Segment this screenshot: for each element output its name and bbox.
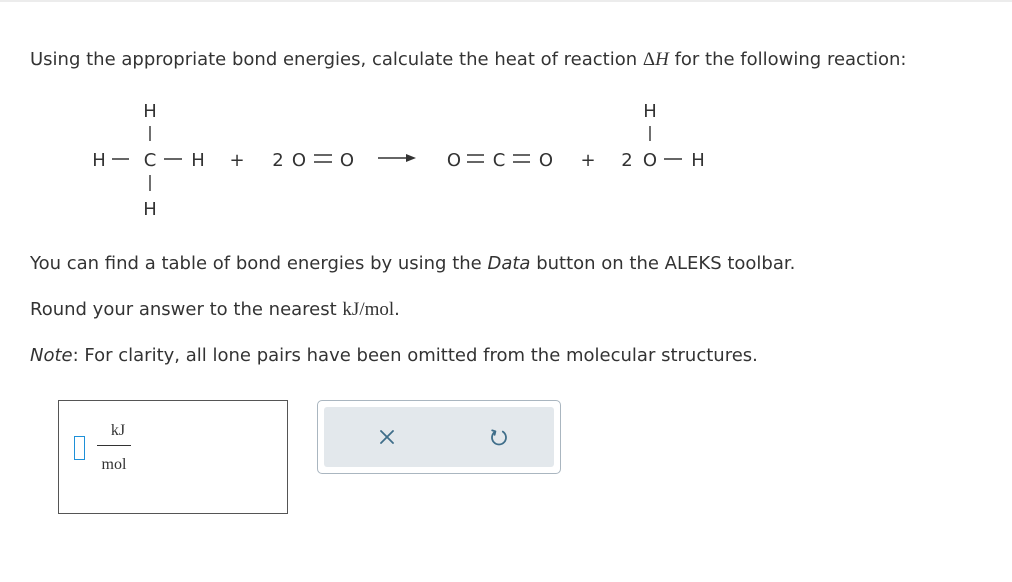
hint-text: You can find a table of bond energies by using the [30,253,488,274]
answer-box [58,400,288,514]
toolbar-panel [324,407,554,467]
prompt-before: Using the appropriate bond energies, calculate the heat of reaction [30,49,643,70]
answer-toolbar [317,400,561,474]
water-oxygen: O [642,150,658,171]
unit-numerator: kJ [110,422,126,439]
question-prompt [30,49,907,71]
round-text: . [394,299,400,320]
rounding-instruction [30,299,400,321]
methane-right-h: H [191,150,205,171]
oxygen-structure [272,150,354,171]
reaction-equation [0,90,760,230]
water-coefficient: 2 [621,150,633,171]
co2-oxygen-left: O [446,150,462,171]
prompt-after: for the following reaction: [668,49,907,70]
note-label: Note [30,345,73,366]
water-top-h: H [643,101,657,122]
co2-structure [447,150,553,171]
plus-sign: + [580,150,596,171]
h-symbol: H [655,49,669,70]
methane-structure [92,101,205,220]
note-text: : For clarity, all lone pairs have been omitted from the molecular structures. [72,345,758,366]
round-text: Round your answer to the nearest [30,299,343,320]
oxygen-coefficient: 2 [272,150,284,171]
plus-sign: + [229,150,245,171]
data-button-reference: Data [487,253,531,274]
methane-bottom-h: H [143,199,157,220]
undo-icon [489,427,509,447]
undo-button[interactable] [484,422,514,452]
round-unit: kJ/mol [342,299,395,320]
co2-carbon: C [492,150,506,171]
unit-denominator: mol [101,456,127,473]
unit-fraction-bar [97,445,131,446]
methane-left-h: H [92,150,106,171]
data-table-hint [30,253,795,274]
answer-input[interactable] [74,436,85,460]
top-divider [0,0,1012,2]
reaction-arrow-icon [378,154,416,162]
x-icon [379,429,395,445]
oxygen-atom: O [291,150,307,171]
methane-carbon: C [143,150,157,171]
water-structure [621,101,705,171]
hint-text: button on the ALEKS toolbar. [530,253,796,274]
delta-symbol: Δ [642,49,656,70]
co2-oxygen-right: O [538,150,554,171]
note-line [30,345,758,366]
water-right-h: H [691,150,705,171]
clear-button[interactable] [372,422,402,452]
oxygen-atom: O [339,150,355,171]
methane-top-h: H [143,101,157,122]
